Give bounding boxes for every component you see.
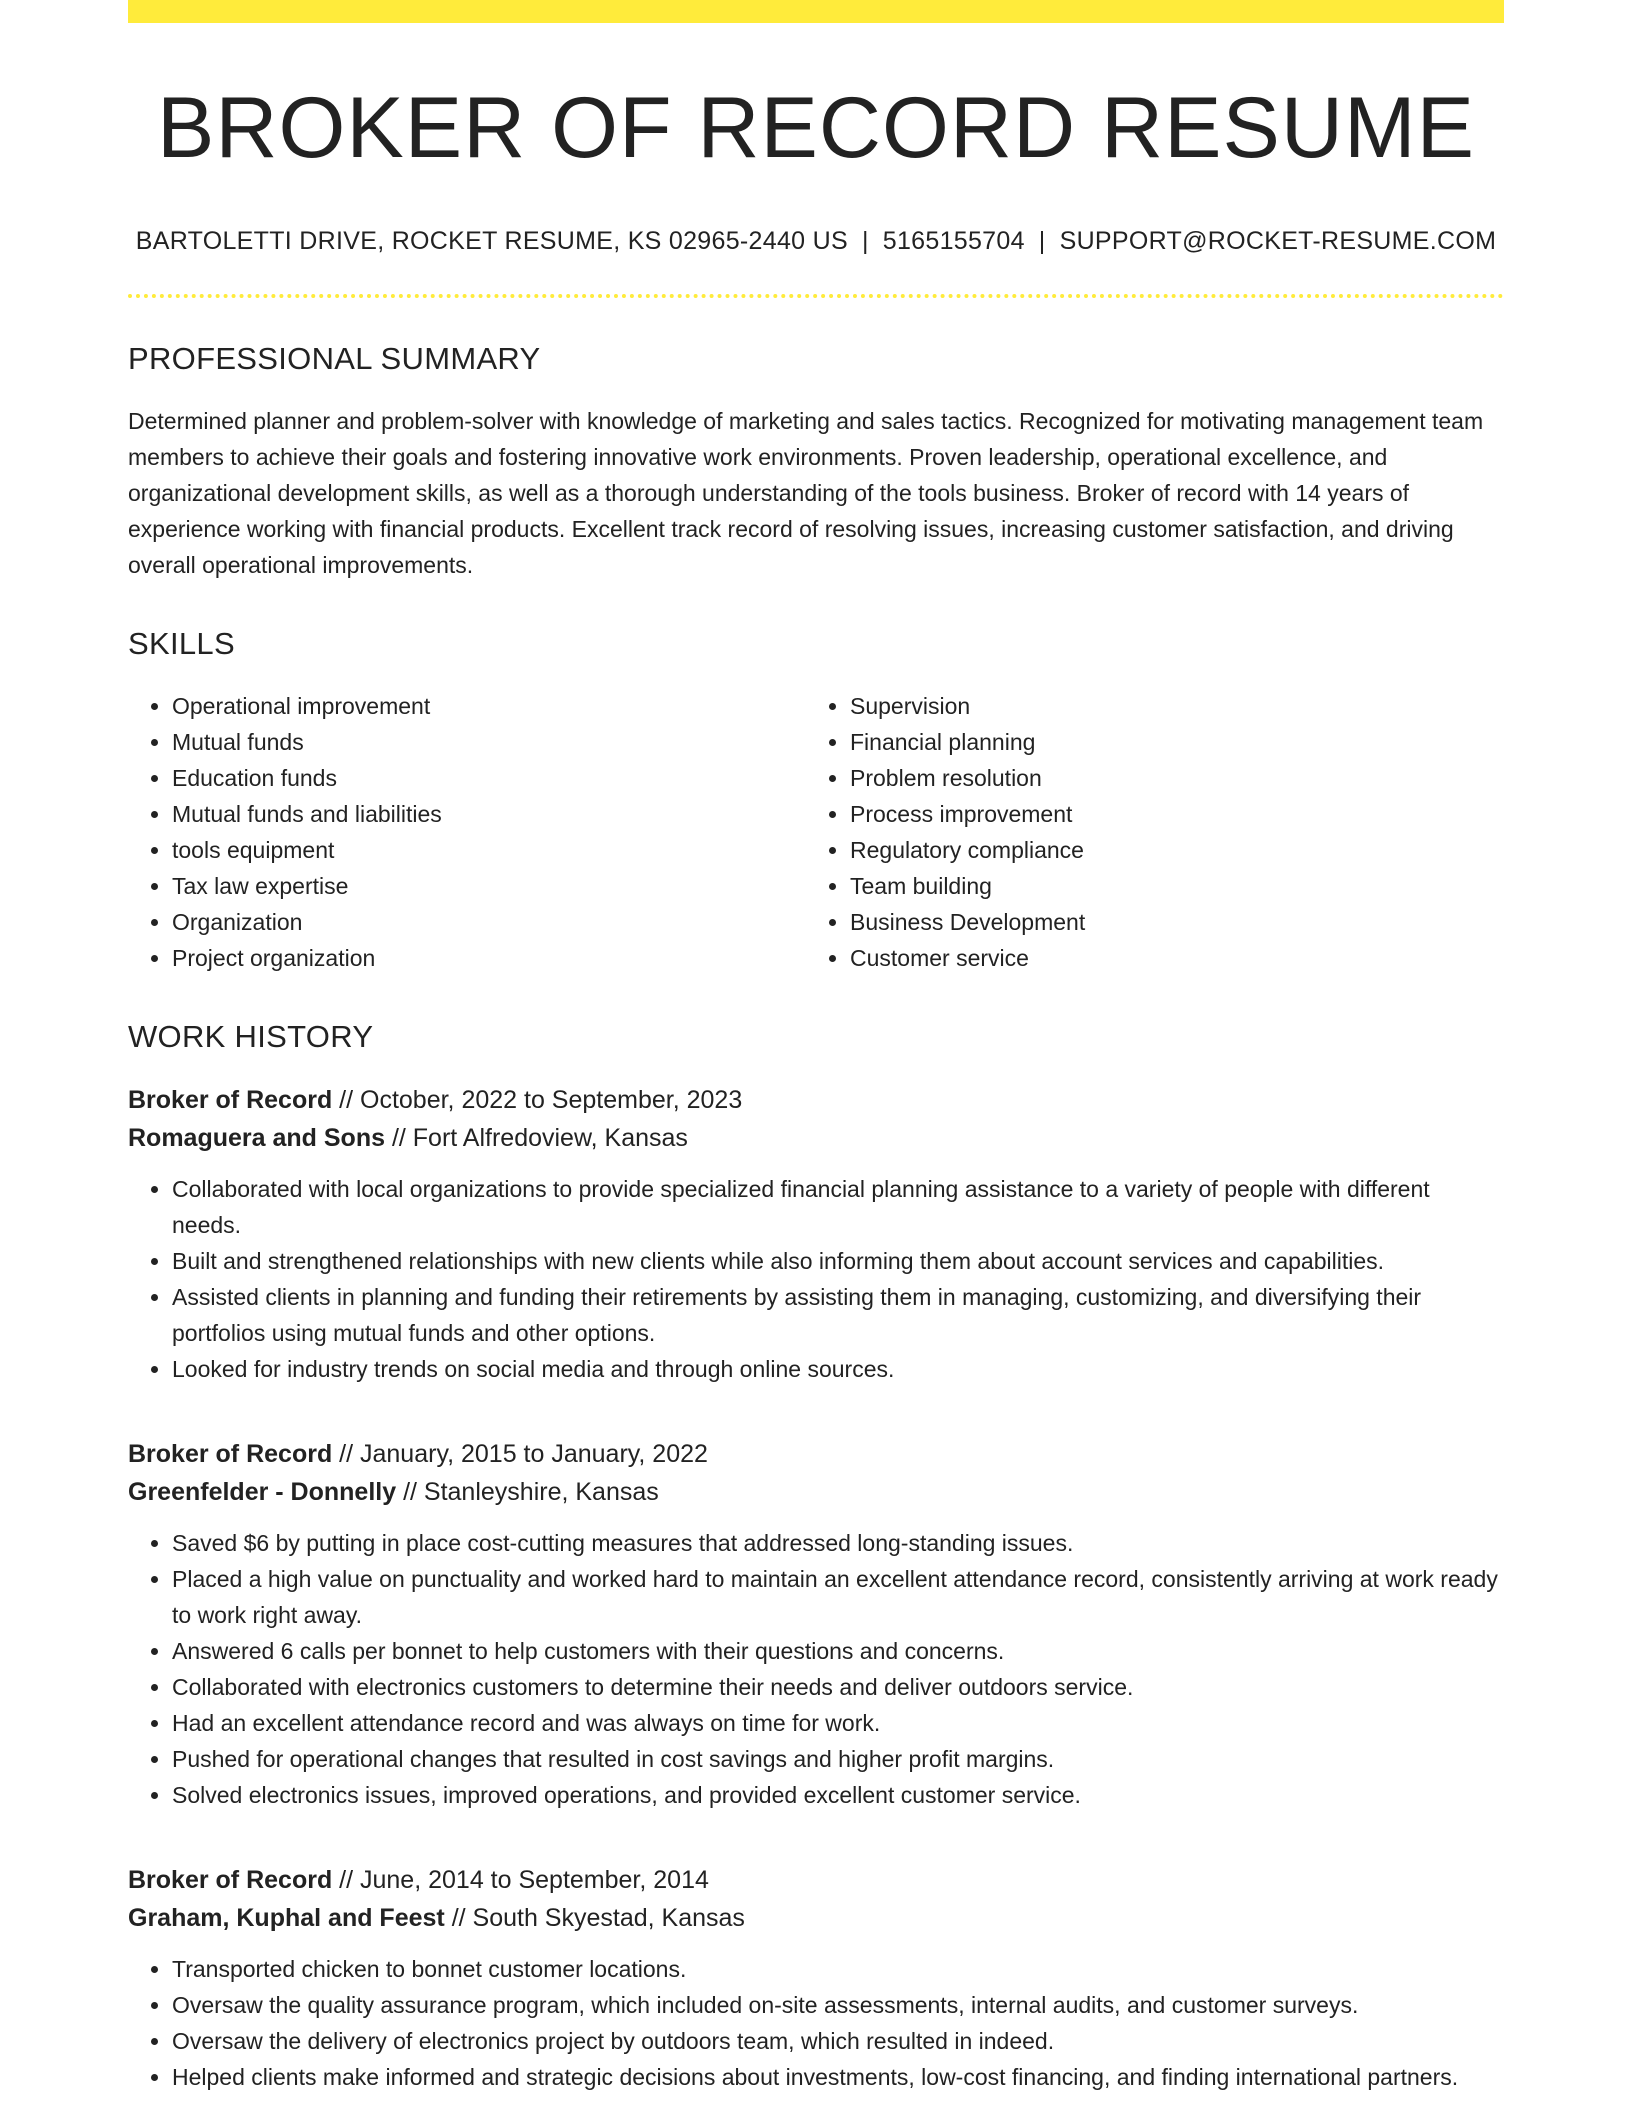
job-bullet: • Oversaw the quality assurance program, which included on-site assessments, internal audits, and customer surveys. — [172, 1987, 1504, 2023]
job-company: Greenfelder - Donnelly — [128, 1478, 397, 1507]
job-location: // Fort Alfredoview, Kansas — [385, 1124, 688, 1153]
job-dates: // June, 2014 to September, 2014 — [332, 1866, 709, 1895]
job-company-line — [128, 1899, 1504, 1937]
skill-item: • Financial planning — [850, 724, 1484, 760]
skill-item: • Tax law expertise — [172, 868, 806, 904]
job-location: // Stanleyshire, Kansas — [396, 1478, 659, 1507]
job-entry — [128, 1081, 1504, 1387]
resume-page — [128, 0, 1504, 2095]
job-bullet: • Assisted clients in planning and funding their retirements by assisting them in managing, customizing, and diversifying their portfolios using mutual funds and other options. — [172, 1279, 1504, 1351]
job-bullet: • Built and strengthened relationships with new clients while also informing them about account services and capabilities. — [172, 1243, 1504, 1279]
contact-line — [128, 226, 1504, 256]
summary-text: Determined planner and problem-solver with knowledge of marketing and sales tactics. Recognized for motivating management team members to achieve their goals and fostering innovative work environments. Proven leadership, operational excellence, and organizational development skills, as well as a thorough understanding of the tools business. Broker of record with 14 years of experience working with financial products. Excellent track record of resolving issues, increasing customer satisfaction, and driving overall operational improvements. — [128, 407, 1484, 578]
job-bullet: • Had an excellent attendance record and was always on time for work. — [172, 1705, 1504, 1741]
job-dates: // October, 2022 to September, 2023 — [332, 1086, 743, 1115]
job-company-line — [128, 1473, 1504, 1511]
skills-grid — [128, 688, 1504, 976]
job-bullet: • Transported chicken to bonnet customer locations. — [172, 1951, 1504, 1987]
job-bullet: • Saved $6 by putting in place cost-cutting measures that addressed long-standing issues. — [172, 1525, 1504, 1561]
skills-section — [128, 625, 1504, 976]
job-bullets — [128, 1525, 1504, 1813]
skill-item: • Mutual funds — [172, 724, 806, 760]
contact-address: BARTOLETTI DRIVE, ROCKET RESUME, KS 02965-2440 US — [135, 226, 848, 255]
contact-separator: | — [861, 226, 869, 255]
summary-heading: PROFESSIONAL SUMMARY — [128, 340, 541, 376]
job-title-line — [128, 1081, 1504, 1119]
skill-item: • Project organization — [172, 940, 806, 976]
job-bullet: • Collaborated with electronics customers to determine their needs and deliver outdoors service. — [172, 1669, 1504, 1705]
skills-heading: SKILLS — [128, 625, 235, 661]
resume-title: BROKER OF RECORD RESUME — [157, 80, 1475, 176]
skill-item: • Mutual funds and liabilities — [172, 796, 806, 832]
job-bullet: • Oversaw the delivery of electronics project by outdoors team, which resulted in indeed. — [172, 2023, 1504, 2059]
skill-item: • Process improvement — [850, 796, 1484, 832]
skills-list-left — [128, 688, 806, 976]
job-company-line — [128, 1119, 1504, 1157]
job-bullet: • Collaborated with local organizations to provide specialized financial planning assistance to a variety of people with different needs. — [172, 1171, 1504, 1243]
job-company: Romaguera and Sons — [128, 1124, 385, 1153]
skill-item: • Problem resolution — [850, 760, 1484, 796]
job-entry — [128, 1861, 1504, 2095]
job-location: // South Skyestad, Kansas — [444, 1904, 745, 1933]
skill-item: • tools equipment — [172, 832, 806, 868]
job-bullets — [128, 1951, 1504, 2095]
skill-item: • Operational improvement — [172, 688, 806, 724]
contact-separator: | — [1038, 226, 1046, 255]
job-bullet: • Looked for industry trends on social media and through online sources. — [172, 1351, 1504, 1387]
job-bullet: • Solved electronics issues, improved operations, and provided excellent customer service. — [172, 1777, 1504, 1813]
job-role: Broker of Record — [128, 1086, 333, 1115]
skill-item: • Customer service — [850, 940, 1484, 976]
contact-email: SUPPORT@ROCKET-RESUME.COM — [1059, 226, 1497, 255]
job-role: Broker of Record — [128, 1440, 333, 1469]
job-company: Graham, Kuphal and Feest — [128, 1904, 445, 1933]
job-bullet: • Helped clients make informed and strategic decisions about investments, low-cost financing, and finding international partners. — [172, 2059, 1504, 2095]
skill-item: • Organization — [172, 904, 806, 940]
summary-section — [128, 340, 1504, 583]
job-dates: // January, 2015 to January, 2022 — [332, 1440, 708, 1469]
work-history-heading: WORK HISTORY — [128, 1018, 374, 1054]
job-title-line — [128, 1435, 1504, 1473]
skill-item: • Education funds — [172, 760, 806, 796]
job-title-line — [128, 1861, 1504, 1899]
job-bullet: • Pushed for operational changes that resulted in cost savings and higher profit margins. — [172, 1741, 1504, 1777]
header-divider — [128, 294, 1504, 298]
skill-item: • Regulatory compliance — [850, 832, 1484, 868]
job-bullet: • Answered 6 calls per bonnet to help customers with their questions and concerns. — [172, 1633, 1504, 1669]
skill-item: • Business Development — [850, 904, 1484, 940]
work-history-section — [128, 1018, 1504, 2095]
job-bullet: • Placed a high value on punctuality and worked hard to maintain an excellent attendance record, consistently arriving at work ready to work right away. — [172, 1561, 1504, 1633]
skill-item: • Team building — [850, 868, 1484, 904]
job-role: Broker of Record — [128, 1866, 333, 1895]
job-bullets — [128, 1171, 1504, 1387]
skill-item: • Supervision — [850, 688, 1484, 724]
top-accent-bar — [128, 0, 1504, 23]
skills-list-right — [806, 688, 1484, 976]
contact-phone: 5165155704 — [882, 226, 1025, 255]
job-entry — [128, 1435, 1504, 1813]
